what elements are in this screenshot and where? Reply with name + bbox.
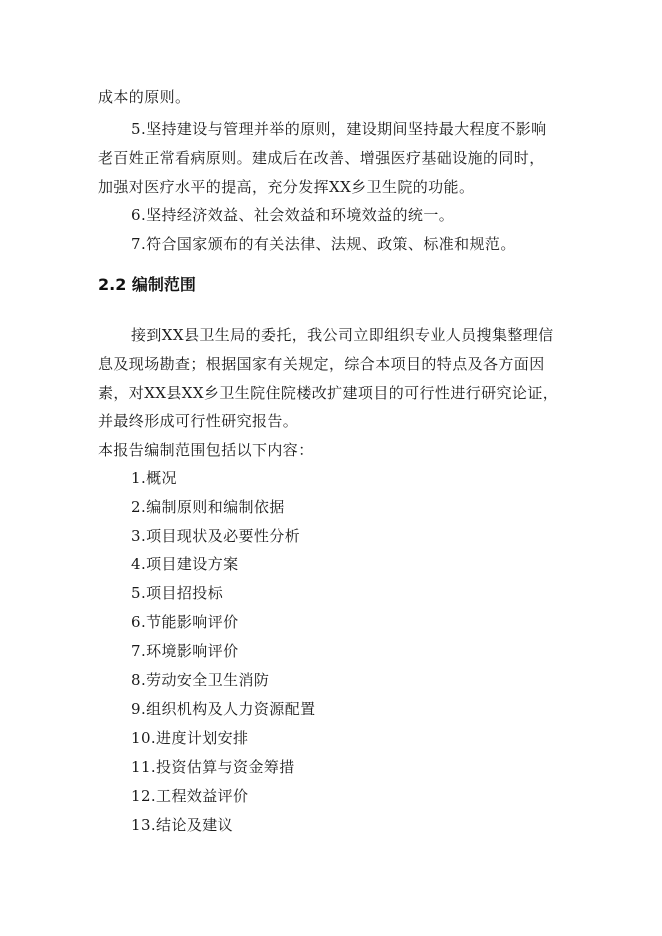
text-line: 成本的原则。 — [98, 88, 191, 106]
list-item: 4.项目建设方案 — [131, 555, 239, 573]
section-heading: 2.2 编制范围 — [98, 275, 196, 294]
list-item: 7.环境影响评价 — [131, 642, 239, 660]
list-item: 10.进度计划安排 — [131, 729, 249, 747]
text-line: 本报告编制范围包括以下内容： — [98, 441, 314, 459]
text-line: 并最终形成可行性研究报告。 — [98, 412, 299, 430]
text-line: 6.坚持经济效益、社会效益和环境效益的统一。 — [131, 206, 455, 224]
list-item: 5.项目招投标 — [131, 584, 224, 602]
text-line: 5.坚持建设与管理并举的原则，建设期间坚持最大程度不影响 — [131, 120, 547, 138]
list-item: 2.编制原则和编制依据 — [131, 498, 285, 516]
list-item: 3.项目现状及必要性分析 — [131, 527, 301, 545]
text-line: 老百姓正常看病原则。建成后在改善、增强医疗基础设施的同时， — [98, 149, 545, 167]
list-item: 13.结论及建议 — [131, 816, 234, 834]
list-item: 9.组织机构及人力资源配置 — [131, 700, 316, 718]
list-item: 1.概况 — [131, 469, 177, 487]
list-item: 11.投资估算与资金筹措 — [131, 758, 295, 776]
text-line: 素，对XX县XX乡卫生院住院楼改扩建项目的可行性进行研究论证， — [98, 384, 559, 402]
list-item: 12.工程效益评价 — [131, 787, 249, 805]
text-line: 息及现场勘查；根据国家有关规定，综合本项目的特点及各方面因 — [98, 355, 545, 373]
text-line: 7.符合国家颁布的有关法律、法规、政策、标准和规范。 — [131, 235, 516, 253]
list-item: 6.节能影响评价 — [131, 613, 239, 631]
list-item: 8.劳动安全卫生消防 — [131, 671, 270, 689]
text-line: 加强对医疗水平的提高，充分发挥XX乡卫生院的功能。 — [98, 178, 475, 196]
text-line: 接到XX县卫生局的委托，我公司立即组织专业人员搜集整理信 — [131, 326, 554, 344]
